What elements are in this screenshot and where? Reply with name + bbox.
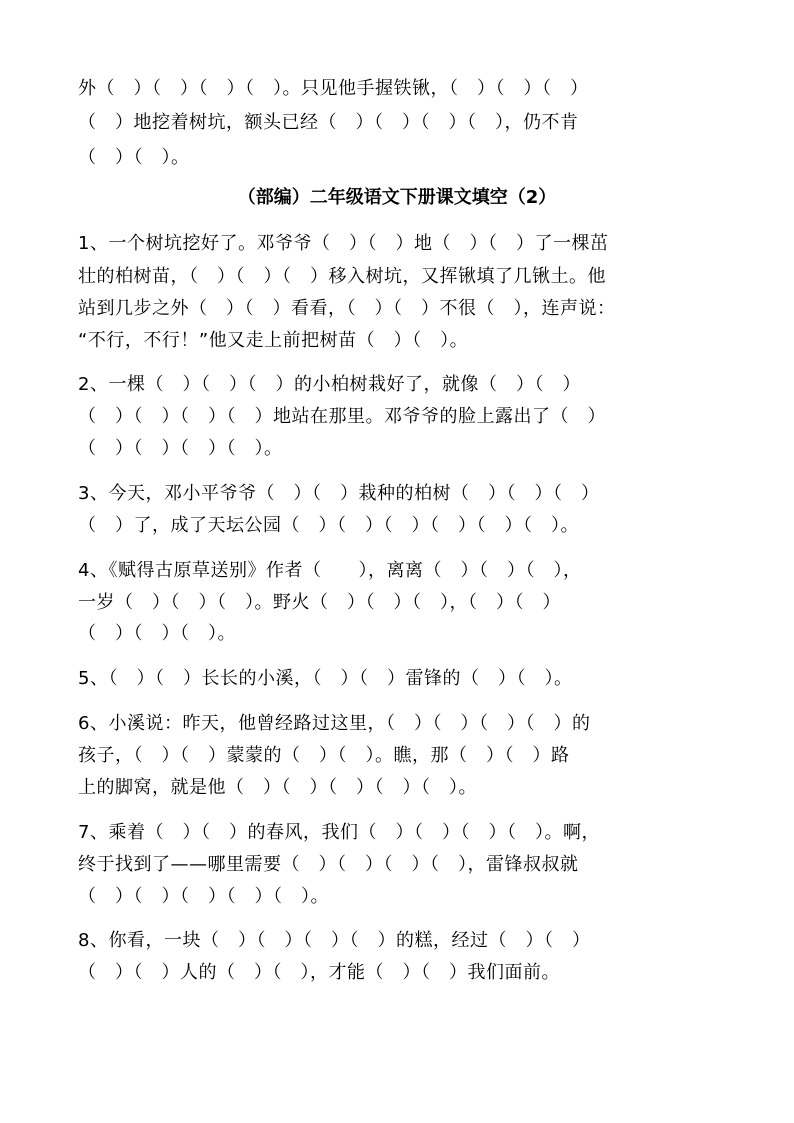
question-3-line-1: 3、今天，邓小平爷爷（ ）（ ）栽种的柏树（ ）（ ）（ ）	[78, 483, 600, 504]
question-2-line-3: （ ）（ ）（ ）（ ）。	[78, 438, 283, 459]
question-1-line-1: 1、一个树坑挖好了。邓爷爷（ ）（ ）地（ ）（ ）了一棵茁	[78, 233, 609, 254]
intro-line-1: 外（ ）（ ）（ ）（ ）。只见他手握铁锹，（ ）（ ）（ ）	[78, 78, 589, 99]
question-1-line-4: “不行，不行！”他又走上前把树苗（ ）（ ）。	[78, 330, 469, 351]
question-3-line-2: （ ）了，成了天坛公园（ ）（ ）（ ）（ ）（ ）（ ）。	[78, 515, 579, 536]
question-7-line-1: 7、乘着（ ）（ ）的春风，我们（ ）（ ）（ ）（ ）。啊，	[78, 822, 600, 843]
question-1-line-2: 壮的柏树苗，（ ）（ ）（ ）移入树坑，又挥锹填了几锹土。他	[78, 266, 606, 287]
question-5-line-1: 5、（ ）（ ）长长的小溪，（ ）（ ）雷锋的（ ）（ ）。	[78, 668, 573, 689]
question-1-line-3: 站到几步之外（ ）（ ）看看，（ ）（ ）不很（ ），连声说：	[78, 298, 616, 319]
question-6-line-3: 上的脚窝，就是他（ ）（ ）（ ）（ ）（ ）。	[78, 777, 477, 798]
page-title: （部编）二年级语文下册课文填空（2）	[237, 187, 557, 208]
intro-line-3: （ ）（ ）。	[78, 147, 190, 168]
question-2-line-1: 2、一棵（ ）（ ）（ ）的小柏树栽好了，就像（ ）（ ）	[78, 374, 581, 395]
question-6-line-2: 孩子，（ ）（ ）蒙蒙的（ ）（ ）。瞧，那（ ）（ ）路	[78, 745, 570, 766]
question-8-line-2: （ ）（ ）人的（ ）（ ），才能（ ）（ ）我们面前。	[78, 962, 560, 983]
question-2-line-2: （ ）（ ）（ ）（ ）地站在那里。邓爷爷的脸上露出了（ ）	[78, 406, 606, 427]
question-4-line-3: （ ）（ ）（ ）。	[78, 623, 236, 644]
question-8-line-1: 8、你看，一块（ ）（ ）（ ）（ ）的糕，经过（ ）（ ）	[78, 930, 591, 951]
question-7-line-3: （ ）（ ）（ ）（ ）（ ）。	[78, 886, 329, 907]
question-7-line-2: 终于找到了——哪里需要（ ）（ ）（ ）（ ），雷锋叔叔就	[78, 854, 579, 875]
intro-line-2: （ ）地挖着树坑，额头已经（ ）（ ）（ ）（ ），仍不肯	[78, 112, 579, 133]
question-4-line-1: 4、《赋得古原草送别》作者（ ），离离（ ）（ ）（ ），	[78, 560, 582, 581]
question-6-line-1: 6、小溪说：昨天，他曾经路过这里，（ ）（ ）（ ）（ ）的	[78, 713, 591, 734]
question-4-line-2: 一岁（ ）（ ）（ ）。野火（ ）（ ）（ ），（ ）（ ）	[78, 592, 561, 613]
